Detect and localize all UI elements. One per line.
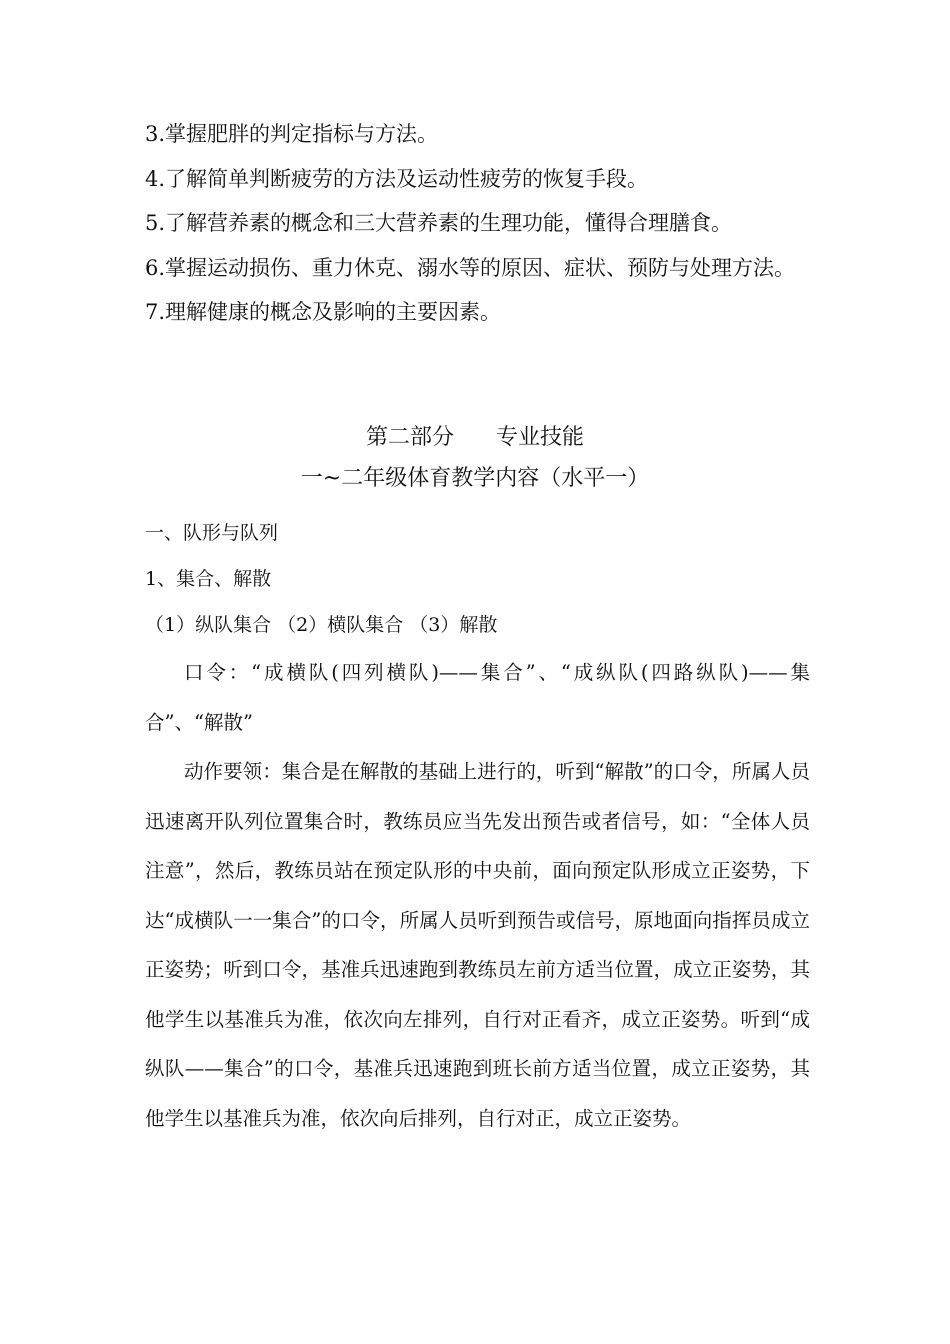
list-item: 5.了解营养素的概念和三大营养素的生理功能，懂得合理膳食。: [145, 211, 733, 235]
formation-items: （1）纵队集合 （2）横队集合 （3）解散: [145, 614, 498, 636]
subsection-heading: 1、集合、解散: [145, 568, 272, 590]
document-body: [145, 510, 810, 1143]
command-paragraph: 口令：“成横队(四列横队)——集合”、“成纵队(四路纵队)——集合”、“解散”: [145, 661, 810, 734]
section-subtitle: 一~二年级体育教学内容（水平一）: [300, 466, 650, 491]
section-heading: 一、队形与队列: [145, 522, 279, 544]
list-item: 4.了解简单判断疲劳的方法及运动性疲劳的恢复手段。: [145, 166, 649, 191]
objectives-list: [145, 112, 810, 335]
action-paragraph: 动作要领：集合是在解散的基础上进行的，听到“解散”的口令，所属人员迅速离开队列位置集合时，教练员应当先发出预告或者信号，如：“全体人员注意”，然后，教练员站在预定队形的中央前，面向预定队形成立正姿势，下达“成横队一一集合”的口令，所属人员听到预告或信号，原地面向指挥员成立正姿势；听到口令，基准兵迅速跑到教练员左前方适当位置，成立正姿势，其他学生以基准兵为准，依次向左排列，自行对正看齐，成立正姿势。听到“成纵队——集合”的口令，基准兵迅速跑到班长前方适当位置，成立正姿势，其他学生以基准兵为准，依次向后排列，自行对正，成立正姿势。: [145, 760, 810, 1130]
list-item: 3.掌握肥胖的判定指标与方法。: [145, 122, 439, 146]
list-item: 7.理解健康的概念及影响的主要因素。: [145, 300, 502, 324]
list-item: 6.掌握运动损伤、重力休克、溺水等的原因、症状、预防与处理方法。: [145, 255, 796, 280]
part-title: 第二部分 专业技能: [366, 425, 584, 450]
